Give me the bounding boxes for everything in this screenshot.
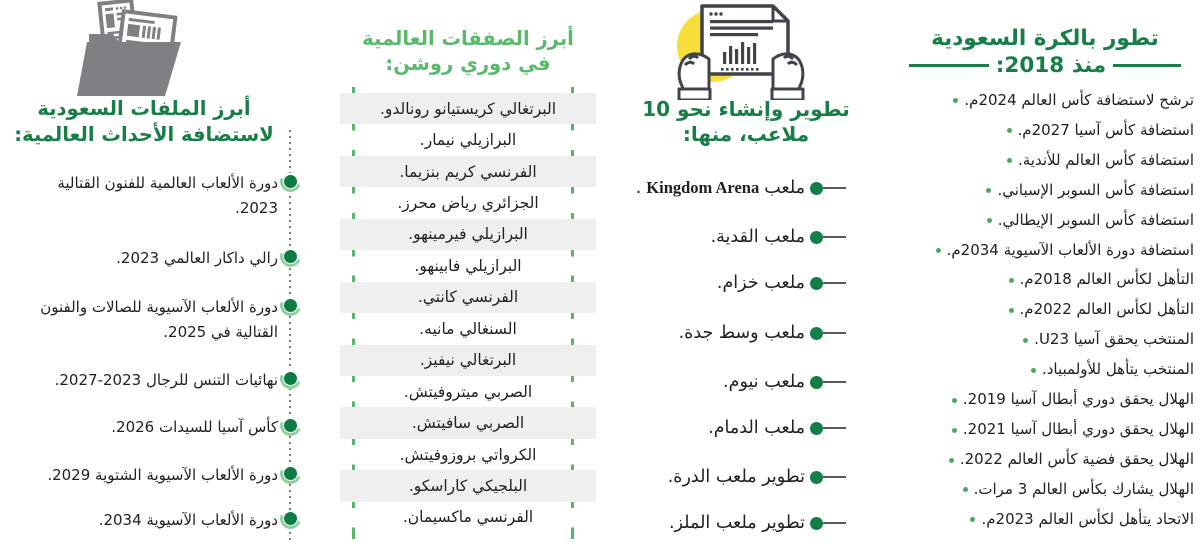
bullet-dot-icon bbox=[1031, 368, 1036, 373]
list-item: الهلال يشارك بكأس العالم 3 مرات. bbox=[890, 474, 1194, 504]
list-item: البلجيكي كاراسكو. bbox=[340, 470, 596, 501]
connector-line bbox=[823, 187, 846, 189]
bullet-dot-icon bbox=[1007, 128, 1012, 133]
stadiums-column bbox=[600, 0, 892, 542]
bullet-dot-icon bbox=[1007, 158, 1012, 163]
list-item: المنتخب يتأهل للأولمبياد. bbox=[890, 354, 1194, 384]
decorative-line bbox=[1113, 64, 1181, 67]
list-item: البرتغالي نيفيز. bbox=[340, 345, 596, 376]
connector-line bbox=[823, 332, 846, 334]
list-item: السنغالي مانيه. bbox=[419, 319, 517, 338]
timeline-pin-icon bbox=[284, 467, 297, 480]
list-item: البرازيلي فيرمينهو. bbox=[340, 219, 596, 250]
timeline-pin-icon bbox=[284, 419, 297, 432]
connector-line bbox=[823, 427, 846, 429]
list-item: دورة الألعاب الآسيوية الشتوية 2029. bbox=[6, 463, 278, 488]
stadium-dot-icon bbox=[810, 182, 823, 195]
list-item: التأهل لكأس العالم 2022م. bbox=[890, 294, 1194, 324]
list-item: البرتغالي كريستيانو رونالدو. bbox=[340, 93, 596, 124]
decorative-line bbox=[909, 64, 989, 67]
list-item: تطوير ملعب الملز. bbox=[669, 508, 846, 538]
list-item: نهائيات التنس للرجال 2023-2027. bbox=[6, 368, 278, 393]
records-header bbox=[890, 25, 1200, 79]
latin-stadium-name: Kingdom Arena bbox=[646, 178, 760, 197]
list-item: رالي داكار العالمي 2023. bbox=[6, 246, 278, 271]
deals-title-line1: أبرز الصفقات العالمية bbox=[362, 27, 574, 50]
list-item: الفرنسي كانتي. bbox=[340, 282, 596, 313]
timeline-pin-icon bbox=[284, 299, 297, 312]
timeline-pin-icon bbox=[284, 250, 297, 263]
bullet-dot-icon bbox=[1009, 308, 1014, 313]
list-item: كأس آسيا للسيدات 2026. bbox=[6, 415, 278, 440]
timeline-pin-icon bbox=[284, 372, 297, 385]
list-item: البرازيلي فابينهو. bbox=[414, 256, 522, 275]
stadium-dot-icon bbox=[810, 422, 823, 435]
files-title-line1: أبرز الملفات السعودية bbox=[37, 97, 251, 120]
connector-line bbox=[823, 381, 846, 383]
bullet-dot-icon bbox=[949, 458, 954, 463]
bullet-dot-icon bbox=[987, 218, 992, 223]
list-item: استضافة كأس العالم للأندية. bbox=[890, 145, 1194, 175]
timeline-pin-icon bbox=[284, 175, 297, 188]
list-item: ملعب خزام. bbox=[717, 268, 846, 298]
stadium-dot-icon bbox=[810, 327, 823, 340]
connector-line bbox=[823, 236, 846, 238]
files-column bbox=[0, 0, 300, 542]
deals-column bbox=[340, 0, 596, 542]
list-item: الهلال يحقق دوري أبطال آسيا 2019. bbox=[890, 384, 1194, 414]
stadium-dot-icon bbox=[810, 471, 823, 484]
bullet-dot-icon bbox=[952, 398, 957, 403]
timeline-pin-icon bbox=[284, 512, 297, 525]
stadium-dot-icon bbox=[810, 231, 823, 244]
folder-documents-icon bbox=[75, 0, 207, 97]
list-item: تطوير ملعب الدرة. bbox=[668, 462, 846, 492]
bullet-dot-icon bbox=[970, 517, 975, 522]
list-item: استضافة كأس السوبر الإسباني. bbox=[890, 175, 1194, 205]
bullet-dot-icon bbox=[1023, 338, 1028, 343]
stadium-dot-icon bbox=[810, 517, 823, 530]
records-list bbox=[890, 85, 1200, 534]
list-item: ملعب نيوم. bbox=[723, 367, 846, 397]
stadium-dot-icon bbox=[810, 277, 823, 290]
list-item: البرازيلي نيمار. bbox=[419, 131, 517, 150]
list-item: الكرواتي بروزوفيتش. bbox=[399, 445, 537, 464]
list-item: الهلال يحقق فضية كأس العالم 2022. bbox=[890, 444, 1194, 474]
list-item: دورة الألعاب الآسيوية 2034. bbox=[6, 508, 278, 533]
stadiums-header bbox=[600, 97, 892, 147]
connector-line bbox=[823, 282, 846, 284]
list-item: الهلال يحقق دوري أبطال آسيا 2021. bbox=[890, 414, 1194, 444]
files-title-line2: لاستضافة الأحداث العالمية: bbox=[14, 123, 274, 146]
records-column bbox=[890, 0, 1200, 542]
list-item: الفرنسي ماكسيمان. bbox=[402, 508, 534, 527]
list-item: ملعب الدمام. bbox=[708, 413, 846, 443]
list-item: المنتخب يحقق آسيا U23. bbox=[890, 324, 1194, 354]
list-item: الفرنسي كريم بنزيما. bbox=[340, 156, 596, 187]
files-header bbox=[0, 96, 288, 148]
list-item: الصربي ميتروفيتش. bbox=[403, 382, 533, 401]
list-item: ملعبKingdom Arena. bbox=[636, 173, 846, 203]
list-item: الصربي سافيتش. bbox=[340, 407, 596, 438]
records-title-line2: منذ 2018: bbox=[995, 53, 1107, 78]
bullet-dot-icon bbox=[963, 487, 968, 492]
bullet-dot-icon bbox=[986, 188, 991, 193]
deals-list bbox=[340, 93, 596, 533]
deals-header bbox=[340, 26, 596, 76]
bullet-dot-icon bbox=[936, 248, 941, 253]
deals-title-line2: في دوري روشن: bbox=[385, 52, 551, 75]
list-item: ملعب القدية. bbox=[711, 222, 846, 252]
list-item: ملعب وسط جدة. bbox=[679, 318, 846, 348]
stadium-dot-icon bbox=[810, 376, 823, 389]
report-in-hands-icon bbox=[675, 2, 807, 100]
connector-line bbox=[823, 522, 846, 524]
stadiums-title-line1: تطوير وإنشاء نحو 10 bbox=[642, 97, 850, 121]
bullet-dot-icon bbox=[1009, 278, 1014, 283]
bullet-dot-icon bbox=[953, 98, 958, 103]
list-item: استضافة كأس آسيا 2027م. bbox=[890, 115, 1194, 145]
list-item: ترشح لاستضافة كأس العالم 2024م. bbox=[890, 85, 1194, 115]
list-item: الاتحاد يتأهل لكأس العالم 2023م. bbox=[890, 504, 1194, 534]
list-item: استضافة كأس السوبر الإيطالي. bbox=[890, 205, 1194, 235]
records-title-line1: تطور بالكرة السعودية bbox=[931, 26, 1159, 51]
list-item: دورة الألعاب الآسيوية للصالات والفنون القتالية في 2025. bbox=[6, 295, 278, 344]
connector-line bbox=[823, 476, 846, 478]
stadiums-title-line2: ملاعب، منها: bbox=[682, 122, 810, 146]
list-item: استضافة دورة الألعاب الآسيوية 2034م. bbox=[890, 235, 1194, 265]
list-item: التأهل لكأس العالم 2018م. bbox=[890, 265, 1194, 295]
list-item: دورة الألعاب العالمية للفنون القتالية 2023. bbox=[6, 171, 278, 220]
bullet-dot-icon bbox=[952, 428, 957, 433]
list-item: الجزائري رياض محرز. bbox=[397, 194, 539, 213]
